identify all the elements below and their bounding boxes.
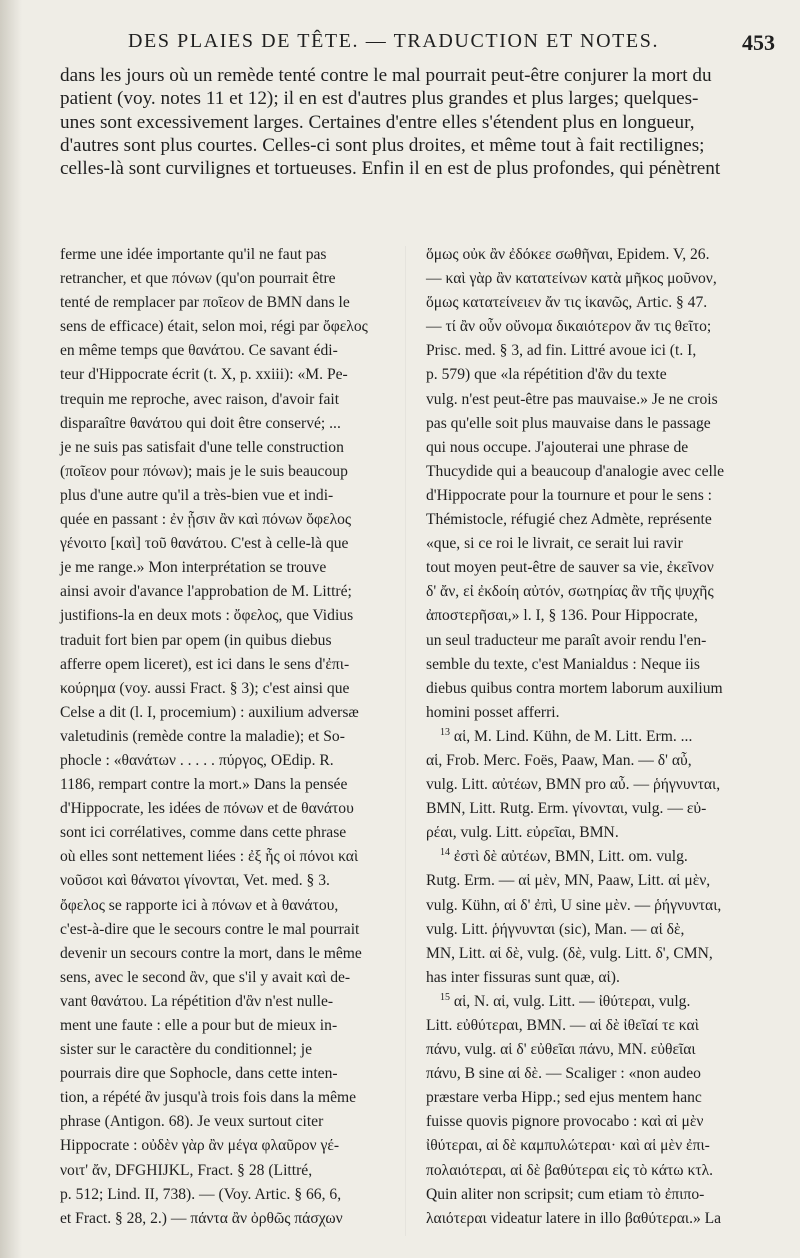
text-line: qui nous occupe. J'ajouterai une phrase de (426, 438, 689, 456)
note-line: Quin aliter non scripsit; cum etiam τὸ ἐπιπο- (426, 1185, 705, 1203)
note-text: ἐστὶ δὲ αὐτέων, BMN, Litt. om. vulg. (450, 848, 688, 866)
left-note-column (60, 243, 402, 1231)
text-line: phocle : «θανάτων . . . . . πύργος, OEdip. R. (60, 751, 334, 769)
text-line: celles-là sont curvilignes et tortueuses. Enfin il en est de plus profondes, qui pénètrent (60, 158, 721, 180)
text-line: ὅμως οὐκ ἂν ἐδόκεε σωθῆναι, Epidem. V, 26. (426, 246, 710, 263)
text-line: (ποῖεον pour πόνων); mais je le suis beaucoup (60, 462, 348, 480)
text-line: justifions-la en deux mots : ὄφελος, que Vidius (60, 607, 354, 625)
text-line: homini posset afferri. (426, 703, 560, 721)
note-line: vulg. Litt. ῥήγνυνται (sic), Man. — αἱ δὲ, (426, 920, 685, 938)
text-line: p. 579) que «la répétition d'ἂν du texte (426, 366, 667, 384)
note-line: MN, Litt. αἱ δὲ, vulg. (δὲ, vulg. Litt. δ', CMN, (426, 944, 713, 962)
note-line: BMN, Litt. Rutg. Erm. γίνονται, vulg. — εὐ- (426, 800, 707, 818)
text-line: tion, a répété ἂν jusqu'à trois fois dans la même (60, 1089, 357, 1107)
text-line: vulg. n'est peut-être pas mauvaise.» Je ne crois (426, 390, 718, 408)
text-line: valetudinis (remède contre la maladie); et So- (60, 727, 345, 745)
note-line: præstare verba Hipp.; sed ejus mentem hanc (426, 1089, 702, 1107)
text-line: Hippocrate : οὐδὲν γὰρ ἂν μέγα φλαῦρον γέ- (60, 1137, 340, 1155)
text-line: c'est-à-dire que le secours contre le mal pourrait (60, 920, 360, 938)
text-line: ὅμως κατατείνειεν ἄν τις ἱκανῶς, Artic. § 47. (426, 294, 708, 312)
note-number: 14 (440, 847, 450, 859)
note-number: 13 (440, 726, 450, 738)
note-line: fuisse quovis pignore provocabo : καὶ αἱ μὲν (426, 1113, 704, 1131)
running-title: DES PLAIES DE TÊTE. — TRADUCTION ET NOTES. (128, 30, 660, 52)
note-line (426, 725, 774, 749)
text-line: νοιτ' ἄν, DFGHIJKL, Fract. § 28 (Littré, (60, 1161, 313, 1179)
text-line: où elles sont nettement liées : ἐξ ἧς οἱ πόνοι καὶ (60, 848, 359, 866)
text-line: — τί ἂν οὖν οὔνομα δικαιότερον ἄν τις θεῖτο; (426, 318, 712, 336)
text-line: devenir un secours contre la mort, dans le même (60, 944, 362, 962)
note-line (426, 845, 774, 869)
text-line: tenté de remplacer par ποῖεον de BMN dans le (60, 294, 350, 312)
text-line: Thucydide qui a beaucoup d'analogie avec celle (426, 462, 725, 480)
text-line: en même temps que θανάτου. Ce savant édi- (60, 342, 338, 360)
note-line (426, 990, 774, 1014)
note-line: vulg. Litt. αὐτέων, BMN pro αὖ. — ῥήγνυνται, (426, 776, 721, 794)
text-line: et Fract. § 28, 2.) — πάντα ἂν ὀρθῶς πάσχων (60, 1209, 343, 1227)
column-gutter (405, 246, 406, 1236)
page-gutter-shadow (0, 0, 22, 1258)
text-line: ἀποστερῆσαι,» l. I, § 136. Pour Hippocrate, (426, 607, 698, 625)
text-line: Celse a dit (l. I, procemium) : auxilium adversæ (60, 703, 359, 721)
note-text: αἱ, N. αἱ, vulg. Litt. — ἰθύτεραι, vulg. (450, 992, 691, 1010)
text-line: sont ici corrélatives, comme dans cette phrase (60, 824, 347, 842)
text-line: vant θανάτου. La répétition d'ἂν n'est nulle- (60, 992, 334, 1010)
text-line: patient (voy. notes 11 et 12); il en est d'autres plus grandes et plus larges; quelques- (60, 88, 699, 110)
right-note-column (426, 243, 774, 1231)
main-text-paragraph (60, 64, 778, 180)
text-line: d'autres sont plus courtes. Celles-ci sont plus droites, et même tout à fait rectilignes; (60, 134, 705, 156)
text-line: Prisc. med. § 3, ad fin. Littré avoue ici (t. I, (426, 342, 697, 360)
text-line: d'Hippocrate, les idées de πόνων et de θανάτου (60, 800, 354, 818)
text-line: νοῦσοι καὶ θάνατοι γίνονται, Vet. med. § 3. (60, 872, 330, 890)
text-line: ment une faute : elle a pour but de mieux in- (60, 1017, 338, 1034)
text-line: afferre opem liceret), est ici dans le sens d'ἐπι- (60, 655, 350, 673)
text-line: diebus quibus contra mortem laborum auxilium (426, 679, 723, 697)
text-line: un seul traducteur me paraît avoir rendu l'en- (426, 631, 707, 649)
text-line: Thémistocle, réfugié chez Admète, représente (426, 511, 712, 529)
text-line: traduit fort bien par opem (in quibus diebus (60, 631, 332, 649)
critical-notes (426, 725, 774, 1231)
text-line: unes sont excessivement larges. Certaines d'entre elles s'étendent plus en longueur, (60, 111, 695, 133)
text-line: je me range.» Mon interprétation se trouve (60, 559, 327, 577)
text-line: 1186, rempart contre la mort.» Dans la pensée (60, 776, 348, 794)
note-line: ρέαι, vulg. Litt. εὐρεῖαι, BMN. (426, 824, 619, 842)
note-continuation (426, 243, 774, 725)
text-line: κούρημα (voy. aussi Fract. § 3); c'est ainsi que (60, 679, 350, 697)
text-line: semble du texte, c'est Manialdus : Neque iis (426, 655, 700, 673)
text-line: «que, si ce roi le livrait, ce serait lui ravir (426, 535, 683, 553)
note-13 (426, 725, 774, 845)
text-line: retrancher, et que πόνων (qu'on pourrait être (60, 270, 336, 288)
running-header (60, 30, 775, 60)
note-line: πάνυ, vulg. αἱ δ' εὐθεῖαι πάνυ, MN. εὐθεῖαι (426, 1041, 696, 1059)
note-line: Litt. εὐθύτεραι, BMN. — αἱ δὲ ἰθεῖαί τε καὶ (426, 1017, 699, 1034)
text-line: teur d'Hippocrate écrit (t. X, p. xxiii): «M. Pe- (60, 366, 348, 384)
note-14 (426, 845, 774, 990)
note-line: πάνυ, B sine αἱ δὲ. — Scaliger : «non audeo (426, 1065, 701, 1083)
text-line: plus d'une autre qu'il a très-bien vue et indi- (60, 486, 334, 504)
text-line: je ne suis pas satisfait d'une telle construction (60, 438, 344, 456)
text-line: pourrais dire que Sophocle, dans cette inten- (60, 1065, 338, 1083)
text-line: disparaître θανάτου qui doit être conservé; ... (60, 414, 341, 432)
text-line: γένοιτο [καὶ] τοῦ θανάτου. C'est à celle-là que (60, 535, 349, 553)
note-line: Rutg. Erm. — αἱ μὲν, MN, Paaw, Litt. αἱ μὲν, (426, 872, 711, 890)
note-text: αἱ, M. Lind. Kühn, de M. Litt. Erm. ... (450, 727, 693, 745)
text-line: sister sur le caractère du conditionnel; je (60, 1041, 312, 1059)
text-line: ferme une idée importante qu'il ne faut pas (60, 246, 327, 263)
note-line: ἰθύτεραι, αἱ δὲ καμπυλώτεραι· καὶ αἱ μὲν ἐπι- (426, 1137, 710, 1155)
text-line: tout moyen peut-être de sauver sa vie, ἐκεῖνον (426, 559, 714, 577)
text-line: quée en passant : ἐν ᾗσιν ἂν καὶ πόνων ὄφελος (60, 511, 352, 529)
text-line: sens, avec le second ἂν, que s'il y avait καὶ de- (60, 968, 351, 986)
text-line: δ' ἄν, εἰ ἐκδοίη αὐτόν, σωτηρίας ἂν τῆς ψυχῆς (426, 583, 714, 601)
text-line: trequin me reproche, avec raison, d'avoir fait (60, 390, 340, 408)
text-line: phrase (Antigon. 68). Je veux surtout citer (60, 1113, 324, 1131)
note-15 (426, 990, 774, 1231)
text-line: ὄφελος se rapporte ici à πόνων et à θανάτου, (60, 896, 339, 914)
note-line: πολαιότεραι, αἱ δὲ βαθύτεραι εἰς τὸ κάτω κτλ. (426, 1161, 714, 1179)
note-line: has inter fissuras sunt quæ, αἱ). (426, 968, 620, 986)
note-line: λαιότεραι videatur latere in illo βαθύτεραι.» La (426, 1209, 722, 1227)
note-line: vulg. Kühn, αἱ δ' ἐπὶ, U sine μὲν. — ῥήγνυνται, (426, 896, 722, 914)
note-number: 15 (440, 991, 450, 1003)
text-line: dans les jours où un remède tenté contre le mal pourrait peut-être conjurer la mort du (60, 65, 712, 86)
text-line: pas qu'elle soit plus mauvaise dans le passage (426, 414, 711, 432)
text-line: — καὶ γὰρ ἂν κατατείνων κατὰ μῆκος μοῦνον, (426, 270, 717, 288)
text-line: p. 512; Lind. II, 738). — (Voy. Artic. § 66, 6, (60, 1185, 342, 1203)
text-line: ainsi avoir d'avance l'approbation de M. Littré; (60, 583, 352, 601)
note-line: αἱ, Frob. Merc. Foës, Paaw, Man. — δ' αὖ, (426, 751, 692, 769)
text-line: d'Hippocrate pour la tournure et pour le sens : (426, 486, 713, 504)
text-line: sens de efficace) était, selon moi, régi par ὄφελος (60, 318, 368, 336)
page-number: 453 (742, 30, 775, 55)
